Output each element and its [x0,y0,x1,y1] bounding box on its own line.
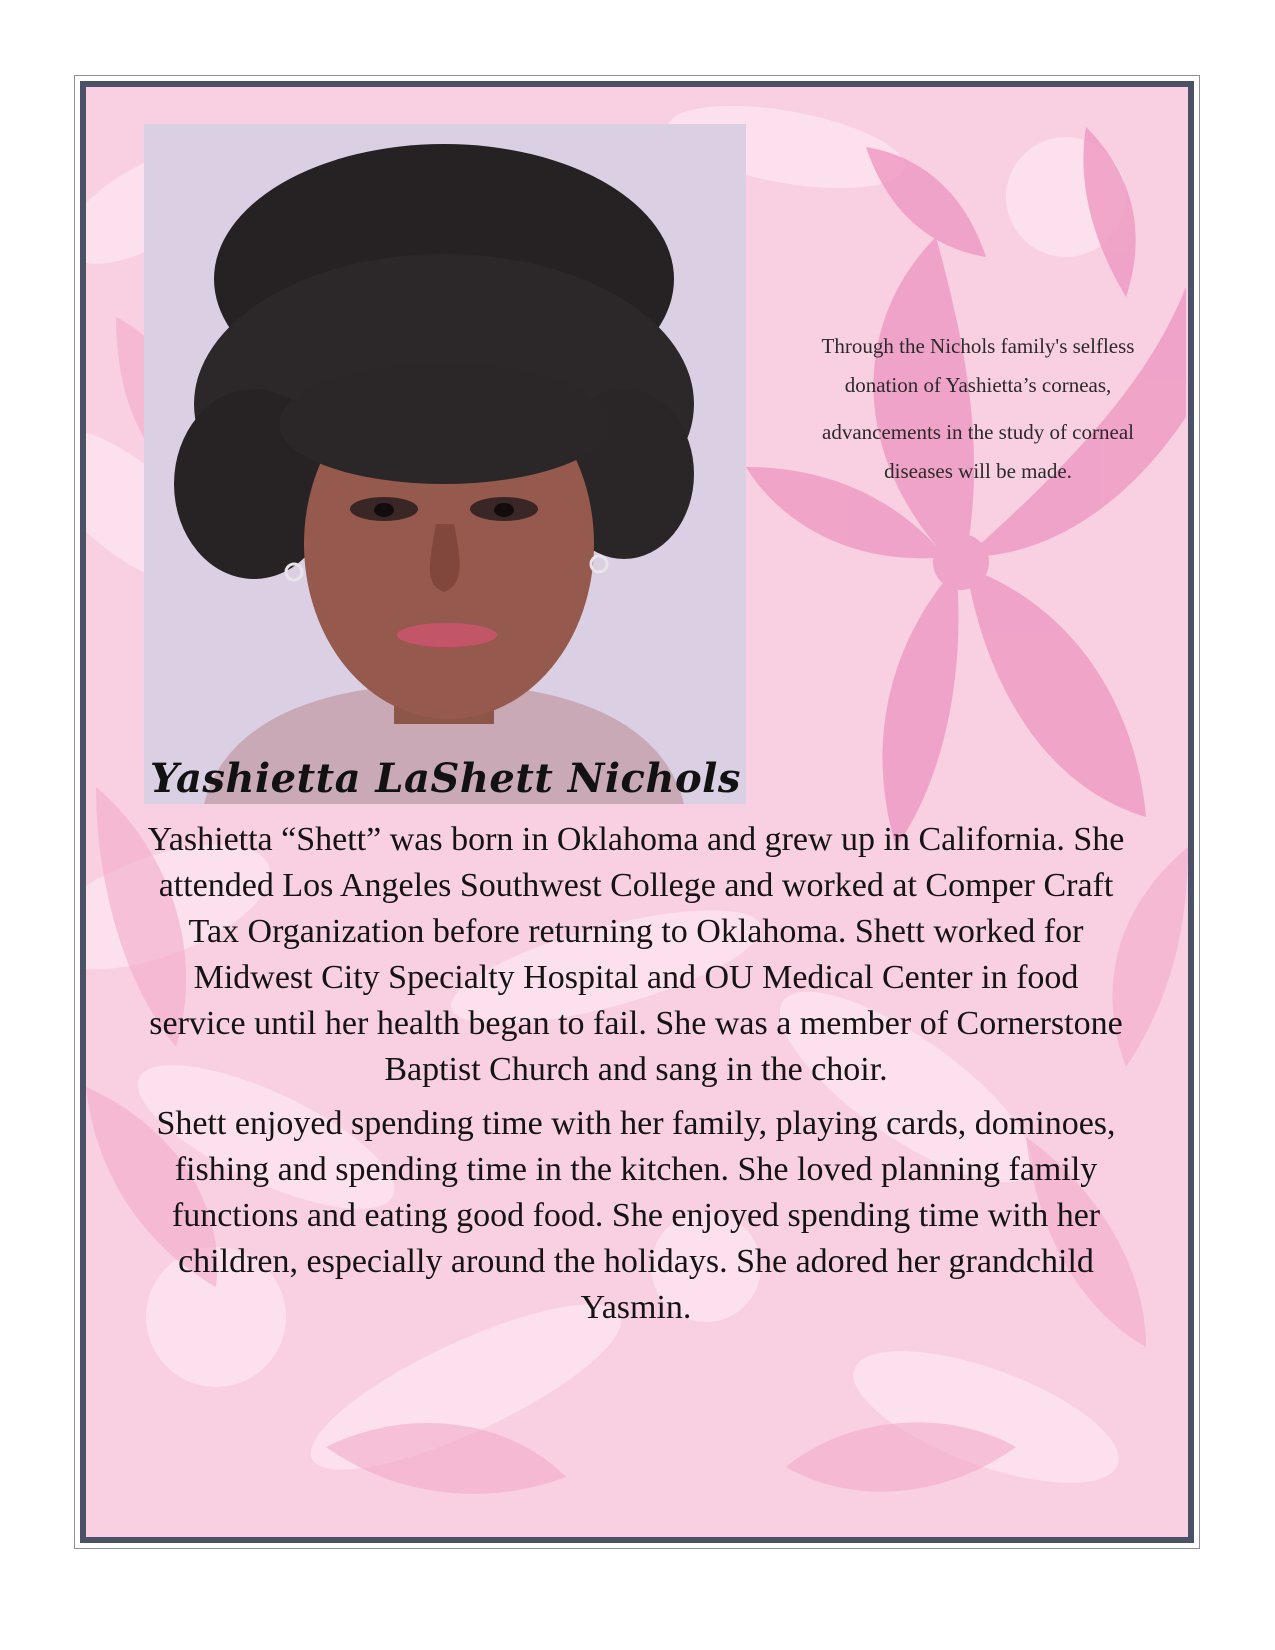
biography [146,817,1126,1331]
portrait-illustration [144,124,746,804]
biography-paragraph-2: Shett enjoyed spending time with her family, playing cards, dominoes, fishing and spending time in the kitchen. She loved planning family functions and eating good food. She enjoyed spending time with her children, especially around the holidays. She adored her grandchild Yasmin. [156,1105,1116,1326]
memorial-page [80,81,1194,1543]
donation-note-line-1: Through the Nichols family's selfless donation of Yashietta’s corneas, [821,334,1135,397]
donation-note-line-2: advancements in the study of corneal diseases will be made. [822,420,1134,483]
portrait-name-caption: Yashietta LaShett Nichols [150,755,741,802]
cornea-donation-note [798,327,1158,491]
biography-paragraph-1: Yashietta “Shett” was born in Oklahoma and grew up in California. She attended Los Angeles Southwest College and worked at Comper Craft Tax Organization before returning to Oklahoma. Shett worked for Midwest City Specialty Hospital and OU Medical Center in food service until her health began to fail. She was a member of Cornerstone Baptist Church and sang in the choir. [147,821,1125,1088]
portrait-photo [144,124,746,804]
